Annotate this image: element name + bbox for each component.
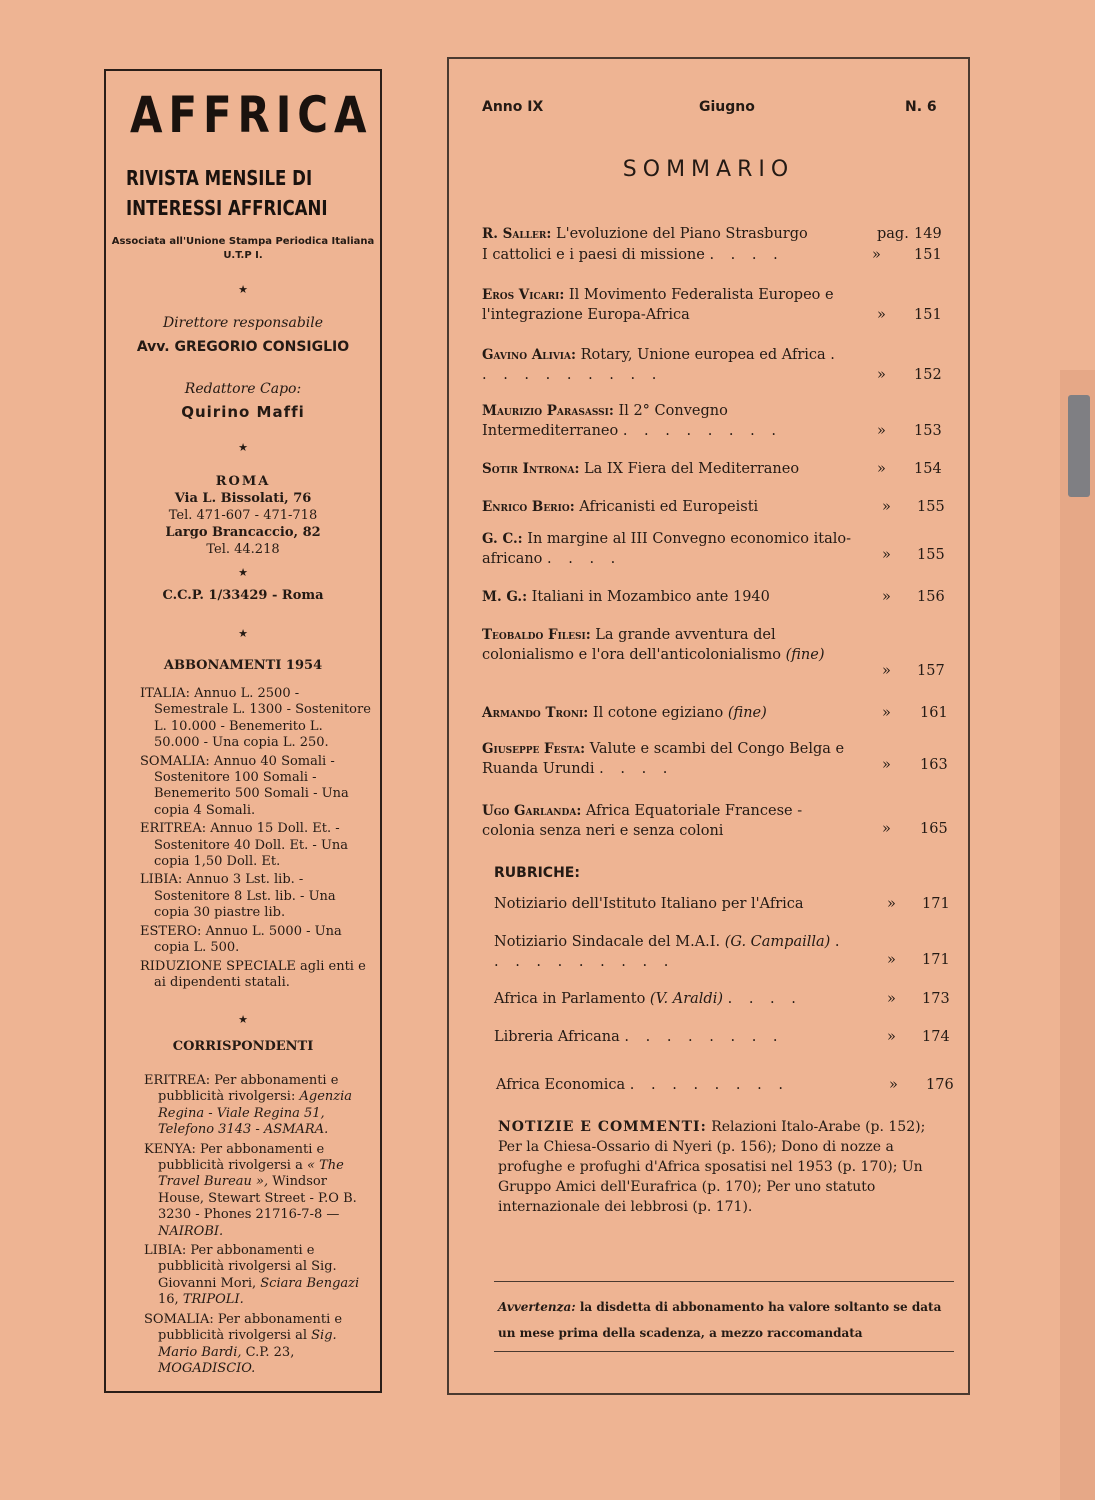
subscriptions-title: ABBONAMENTI 1954 — [163, 658, 323, 673]
rate-item: SOMALIA: Annuo 40 Somali - Sostenitore 100 Somali - Benemerito 500 Somali - Una copia 4 Somali. — [140, 753, 349, 818]
toc-entry: Armando Troni: Il cotone egiziano (fine) » 161 — [482, 705, 948, 721]
editor-label: Redattore Capo: — [184, 381, 302, 397]
toc-page: 161 — [920, 705, 948, 721]
rubrica-entry: Notiziario Sindacale del M.A.I. (G. Campailla) . . . . . . . . . . » 171 — [494, 934, 950, 970]
star-icon: ★ — [238, 1013, 248, 1026]
toc-page: 149 — [914, 226, 942, 242]
address-tel-2: Tel. 44.218 — [206, 542, 280, 557]
toc-entry: Sotir Introna: La IX Fiera del Mediterraneo » 154 — [482, 461, 942, 477]
association-line-1: Associata all'Unione Stampa Periodica Italiana — [111, 236, 375, 247]
association-line-2: U.T.P I. — [223, 250, 263, 261]
issue-month: Giugno — [699, 99, 755, 115]
star-icon: ★ — [238, 627, 248, 640]
toc-page: 174 — [922, 1029, 950, 1045]
pag-label: pag. — [877, 226, 909, 242]
masthead-subtitle — [126, 163, 375, 223]
toc-entry: Gavino Alivia: Rotary, Unione europea ed Africa . . . . . . . . . . » 152 — [482, 347, 942, 383]
divider — [494, 1281, 954, 1282]
toc-page: 156 — [917, 589, 945, 605]
issue-number: N. 6 — [905, 99, 937, 115]
divider — [494, 1351, 954, 1352]
toc-page: 171 — [922, 952, 950, 968]
toc-page: 176 — [926, 1077, 954, 1093]
rate-item: LIBIA: Annuo 3 Lst. lib. - Sostenitore 8 Lst. lib. - Una copia 30 piastre lib. — [140, 872, 336, 921]
rate-item: RIDUZIONE SPECIALE agli enti e ai dipendenti statali. — [140, 958, 366, 990]
rubrica-entry: Notiziario dell'Istituto Italiano per l'Africa » 171 — [494, 896, 950, 912]
star-icon: ★ — [238, 283, 248, 296]
director-label: Direttore responsabile — [162, 315, 324, 331]
summary-title: SOMMARIO — [622, 157, 795, 182]
toc-entry: Teobaldo Filesi: La grande avventura del colonialismo e l'ora dell'anticolonialismo (fine) » 157 — [482, 627, 945, 679]
correspondent-libia: LIBIA: Per abbonamenti e pubblicità rivolgersi al Sig. Giovanni Mori, Sciara Bengazi 16, TRIPOLI. — [144, 1243, 360, 1308]
toc-entry: G. C.: In margine al III Convegno economico italo-africano . . . . » 155 — [482, 531, 945, 567]
toc-page: 157 — [917, 663, 945, 679]
toc-page: 155 — [917, 547, 945, 563]
toc-entry: Maurizio Parasassi: Il 2° Convegno Intermediterraneo . . . . . . . . » 153 — [482, 403, 942, 439]
binder-tab — [1068, 395, 1090, 497]
masthead-title: AFFRICA — [130, 86, 373, 144]
star-icon: ★ — [238, 566, 248, 579]
correspondent-somalia: SOMALIA: Per abbonamenti e pubblicità rivolgersi al Sig. Mario Bardi, C.P. 23, MOGADISCIO. — [144, 1311, 343, 1376]
toc-page: 165 — [920, 821, 948, 837]
rate-item: ITALIA: Annuo L. 2500 - Semestrale L. 1300 - Sostenitore L. 10.000 - Benemerito L. 50.000 - Una copia L. 250. — [140, 686, 371, 751]
colophon-box — [104, 69, 382, 1393]
toc-entry: Eros Vicari: Il Movimento Federalista Europeo e l'integrazione Europa-Africa » 151 — [482, 287, 942, 323]
toc-page: 155 — [917, 499, 945, 515]
subtitle-line-2: INTERESSI AFFRICANI — [126, 196, 328, 220]
rate-item: ESTERO: Annuo L. 5000 - Una copia L. 500. — [140, 923, 342, 956]
toc-page: 163 — [920, 757, 948, 773]
address-city: ROMA — [215, 474, 271, 489]
toc-page: 153 — [914, 423, 942, 439]
director-name: Avv. GREGORIO CONSIGLIO — [136, 339, 350, 355]
toc-entry: M. G.: Italiani in Mozambico ante 1940 » 156 — [482, 589, 945, 605]
address-street-1: Via L. Bissolati, 76 — [174, 491, 312, 506]
toc-page: 171 — [922, 896, 950, 912]
rubrica-entry: Africa Economica . . . . . . . . » 176 — [496, 1077, 954, 1093]
rubriche-title: RUBRICHE: — [494, 865, 580, 881]
address-tel-1: Tel. 471-607 - 471-718 — [168, 508, 318, 523]
rate-item: ERITREA: Annuo 15 Doll. Et. - Sostenitore 40 Doll. Et. - Una copia 1,50 Doll. Et. — [140, 821, 349, 870]
toc-page: 151 — [914, 307, 942, 323]
association-note — [106, 235, 380, 263]
subscription-rates — [140, 686, 372, 993]
toc-page: 152 — [914, 367, 942, 383]
correspondents-list — [144, 1073, 376, 1380]
issue-year: Anno IX — [482, 99, 544, 115]
toc-page: 173 — [922, 991, 950, 1007]
rubrica-entry: Africa in Parlamento (V. Araldi) . . . . » 173 — [494, 991, 950, 1007]
toc-page: 151 — [914, 247, 942, 263]
correspondent-kenya: KENYA: Per abbonamenti e pubblicità rivolgersi a « The Travel Bureau », Windsor House, Stewart Street - P.O B. 3230 - Phones 21716-7-8 — NAIROBI. — [144, 1141, 357, 1239]
cancellation-notice: Avvertenza: la disdetta di abbonamento ha valore soltanto se data un mese prima della scadenza, a mezzo raccomandata — [498, 1300, 942, 1340]
toc-entry: Ugo Garlanda: Africa Equatoriale Francese - colonia senza neri e senza coloni » 165 — [482, 803, 948, 839]
contents-box — [447, 57, 970, 1395]
correspondent-eritrea: ERITREA: Per abbonamenti e pubblicità rivolgersi: Agenzia Regina - Viale Regina 51, Telefono 3143 - ASMARA. — [144, 1073, 353, 1138]
postal-account: C.C.P. 1/33429 - Roma — [162, 588, 324, 603]
page-edge — [1060, 370, 1095, 1500]
correspondents-title: CORRISPONDENTI — [172, 1039, 314, 1054]
editor-name: Quirino Maffi — [181, 403, 305, 421]
toc-entry: R. Saller: L'evoluzione del Piano Strasburgo pag. 149 — [482, 226, 942, 242]
toc-page: 154 — [914, 461, 942, 477]
toc-entry: Giuseppe Festa: Valute e scambi del Congo Belga e Ruanda Urundi . . . . » 163 — [482, 741, 948, 777]
news-summary: NOTIZIE E COMMENTI: Relazioni Italo-Arabe (p. 152); Per la Chiesa-Ossario di Nyeri (p. 156); Dono di nozze a profughe e profughi d'Africa sposatisi nel 1953 (p. 170); Un Gruppo Amici dell'Eurafrica (p. 170); Per uno statuto internazionale dei lebbrosi (p. 171). — [498, 1119, 926, 1215]
address-block — [106, 473, 380, 558]
toc-entry: Enrico Berio: Africanisti ed Europeisti » 155 — [482, 499, 945, 515]
subtitle-line-1: RIVISTA MENSILE DI — [126, 166, 313, 190]
star-icon: ★ — [238, 441, 248, 454]
rubrica-entry: Libreria Africana . . . . . . . . » 174 — [494, 1029, 950, 1045]
address-street-2: Largo Brancaccio, 82 — [165, 525, 321, 540]
toc-entry: I cattolici e i paesi di missione . . . . » 151 — [482, 247, 942, 263]
